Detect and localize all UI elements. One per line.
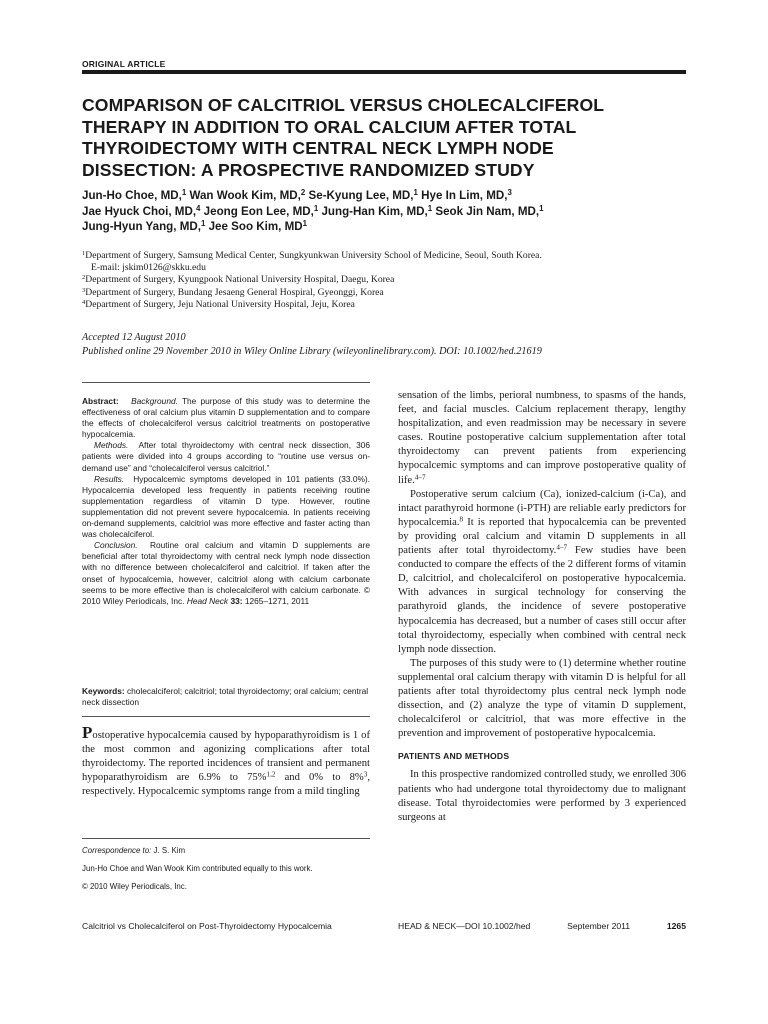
author-name: Jae Hyuck Choi, MD, bbox=[82, 204, 197, 218]
journal-pages: 1265–1271, 2011 bbox=[244, 595, 310, 606]
journal-name: Head Neck bbox=[186, 595, 229, 606]
journal-volume: 33: bbox=[230, 595, 243, 606]
running-title: Calcitriol vs Cholecalciferol on Post-Thyroidectomy Hypocalcemia bbox=[82, 921, 332, 931]
affiliation-ref: 1 bbox=[313, 203, 319, 213]
affiliation-3: $^3$Department of Surgery, Bundang Jesaeng General Hospiral, Gyeonggi, Korea bbox=[82, 286, 384, 298]
section-heading: PATIENTS AND METHODS bbox=[398, 751, 510, 762]
abstract bbox=[82, 396, 370, 607]
author-name: Se-Kyung Lee, MD, bbox=[308, 189, 414, 202]
title-line: COMPARISON OF CALCITRIOL VERSUS CHOLECALCIFEROL bbox=[82, 95, 605, 115]
citation: 3 bbox=[363, 770, 368, 779]
affiliation-ref: 1 bbox=[200, 219, 206, 229]
keywords-text: cholecalciferol; calcitriol; total thyroidectomy; oral calcium; central neck dissection bbox=[82, 686, 369, 708]
author-name: Wan Wook Kim, MD, bbox=[189, 189, 301, 202]
abstract-bottom-rule bbox=[82, 716, 370, 717]
affiliation-ref: 1 bbox=[302, 219, 308, 229]
keywords-label: Keywords: bbox=[82, 686, 125, 696]
affiliation-ref: 1 bbox=[427, 203, 433, 213]
affiliation-1: $^1$Department of Surgery, Samsung Medical Center, Sungkyunkwan University School of Medicine, Seoul, South Korea. bbox=[82, 249, 542, 261]
footer-journal: HEAD & NECK—DOI 10.1002/hed bbox=[398, 921, 531, 931]
author-name: Jung-Hyun Yang, MD, bbox=[82, 220, 201, 234]
abstract-results: Results. Hypocalcemic symptoms developed in 101 patients (33.0%). Hypocalcemia developed less frequently in patients receiving routine supplementation regardless of vitamin D type. However, routine supplementation did not prevent severe hypocalcemia. In patients receiving on-demand supplements, calcitriol was more effective and faster acting than was cholecalciferol. bbox=[82, 473, 370, 540]
author-name: Jee Soo Kim, MD bbox=[208, 220, 303, 234]
header-rule bbox=[82, 70, 686, 74]
author-name: Jun-Ho Choe, MD, bbox=[82, 189, 182, 202]
citation: 4–7 bbox=[556, 543, 568, 552]
body-paragraph: In this prospective randomized controlled study, we enrolled 306 patients who had undergone total thyroidectomy due to malignant disease. Total thyroidectomies were performed by 3 experienced surgeons at bbox=[398, 769, 686, 823]
affiliation-ref: 1 bbox=[181, 188, 187, 198]
affiliation-ref: 3 bbox=[507, 188, 512, 198]
abstract-conclusion: Conclusion. Routine oral calcium and vitamin D supplements are beneficial after total thyroidectomy with central neck lymph node dissection with no difference between cholecalciferol and calcitriol. If taken after the onset of hypocalcemia, however, calcitriol along with calcium carbonate seems to be more effective than is cholecalciferol with calcium carbonate. © 2010 Wiley Periodicals, Inc. Head Neck 33: 1265–1271, 2011 bbox=[82, 540, 370, 606]
footnote-rule bbox=[82, 838, 370, 839]
citation: 8 bbox=[459, 515, 464, 524]
published-info: Published online 29 November 2010 in Wiley Online Library (wileyonlinelibrary.com). DOI: 10.1002/hed.21619 bbox=[82, 346, 542, 357]
author-name: Seok Jin Nam, MD, bbox=[435, 204, 540, 218]
page-footer bbox=[398, 921, 686, 931]
author-list bbox=[82, 188, 692, 235]
author-name: Jeong Eon Lee, MD, bbox=[203, 204, 314, 218]
article-title bbox=[82, 95, 686, 181]
body-paragraph: The purposes of this study were to (1) determine whether routine supplemental oral calcium therapy with vitamin D is helpful for all patients after total thyroidectomy plus central neck lymph node dissection, and (2) analyze the type of vitamin D supplement, cholecalciferol or calcitriol, that was more effective in the prevention and improvement of postoperative hypocalcemia. bbox=[398, 657, 686, 740]
right-column bbox=[398, 389, 686, 825]
body-paragraph: sensation of the limbs, perioral numbness, to spasms of the hands, feet, and facial muscles. Calcium replacement therapy, lengthy hospitalization, and even readmission may be necessary in severe cases. Routine postoperative calcium supplementation after total thyroidectomy can prevent patients from experiencing hypocalcemic symptoms and can improve postoperative quality of life.$^{4-7}$ bbox=[398, 390, 686, 486]
citation: 1,2 bbox=[266, 770, 276, 779]
title-line: THYROIDECTOMY WITH CENTRAL NECK LYMPH NODE bbox=[82, 138, 554, 158]
introduction-paragraph: Postoperative hypocalcemia caused by hypoparathyroidism is 1 of the most common and agonizing complications after total thyroidectomy. The reported incidences of transient and permanent hypoparathyroidism are 6.9% to 75%$^{1,2}$ and 0% to 8%$^3$, respectively. Hypocalcemic symptoms range from a mild tingling bbox=[82, 723, 370, 798]
keywords bbox=[82, 686, 370, 708]
affiliation-4: $^4$Department of Surgery, Jeju National University Hospital, Jeju, Korea bbox=[82, 298, 355, 310]
author-line bbox=[82, 188, 692, 204]
title-line: DISSECTION: A PROSPECTIVE RANDOMIZED STUDY bbox=[82, 159, 535, 180]
section-label: ORIGINAL ARTICLE bbox=[82, 59, 166, 69]
title-line: THERAPY IN ADDITION TO ORAL CALCIUM AFTER TOTAL bbox=[82, 116, 577, 137]
equal-contribution: Jun-Ho Choe and Wan Wook Kim contributed equally to this work. bbox=[82, 864, 313, 873]
affiliation-ref: 1 bbox=[539, 203, 544, 213]
author-line bbox=[82, 204, 692, 220]
drop-cap: P bbox=[82, 723, 93, 742]
citation: 4–7 bbox=[414, 472, 426, 481]
affiliation-ref: 2 bbox=[300, 188, 306, 198]
publication-info bbox=[82, 331, 686, 359]
affiliation-2: $^2$Department of Surgery, Kyungpook National University Hospital, Daegu, Korea bbox=[82, 274, 395, 286]
page-number: 1265 bbox=[666, 921, 686, 931]
contact-email: E-mail: jskim0126@skku.edu bbox=[91, 262, 206, 274]
affiliation-ref: 1 bbox=[413, 188, 418, 198]
author-line bbox=[82, 219, 692, 235]
correspondence: Correspondence to: J. S. Kim bbox=[82, 846, 186, 855]
copyright: © 2010 Wiley Periodicals, Inc. bbox=[82, 882, 187, 891]
abstract-background: Abstract: Background. The purpose of this study was to determine the effectiveness of oral calcium plus vitamin D supplementation and to compare the effects of cholecalciferol versus calcitriol treatments on postoperative hypocalcemia. bbox=[82, 396, 370, 440]
body-paragraph: Postoperative serum calcium (Ca), ionized-calcium (i-Ca), and intact parathyroid hormone (i-PTH) are reliable early predictors for hypocalcemia.$^8$ It is reported that hypocalcemia can be prevented by providing oral calcium and vitamin D supplements in all patients after total thyroidectomy.$^{4-7}$ Few studies have been conducted to compare the effects of the 2 different forms of vitamin D, calcitriol, and cholecalciferol on postoperative hypocalcemia. With advances in surgical technology for conserving the parathyroid glands, the incidence of severe postoperative hypocalcemia has decreased, but a number of cases still occur after total thyroidectomy, especially when combined with central neck lymph node dissection. bbox=[398, 488, 687, 655]
author-name: Jung-Han Kim, MD, bbox=[321, 204, 428, 218]
abstract-top-rule bbox=[82, 382, 370, 383]
footer-date: September 2011 bbox=[567, 921, 631, 931]
affiliation-ref: 4 bbox=[196, 203, 201, 213]
abstract-label: Abstract: bbox=[82, 396, 119, 406]
author-name: Hye In Lim, MD, bbox=[421, 189, 508, 202]
abstract-methods: Methods. After total thyroidectomy with central neck dissection, 306 patients were divided into 4 groups according to “routine use versus on-demand use” and “cholecalciferol versus calcitriol.” bbox=[82, 440, 370, 473]
footnotes bbox=[82, 846, 370, 900]
accepted-date: Accepted 12 August 2010 bbox=[82, 332, 186, 343]
affiliations bbox=[82, 250, 686, 311]
